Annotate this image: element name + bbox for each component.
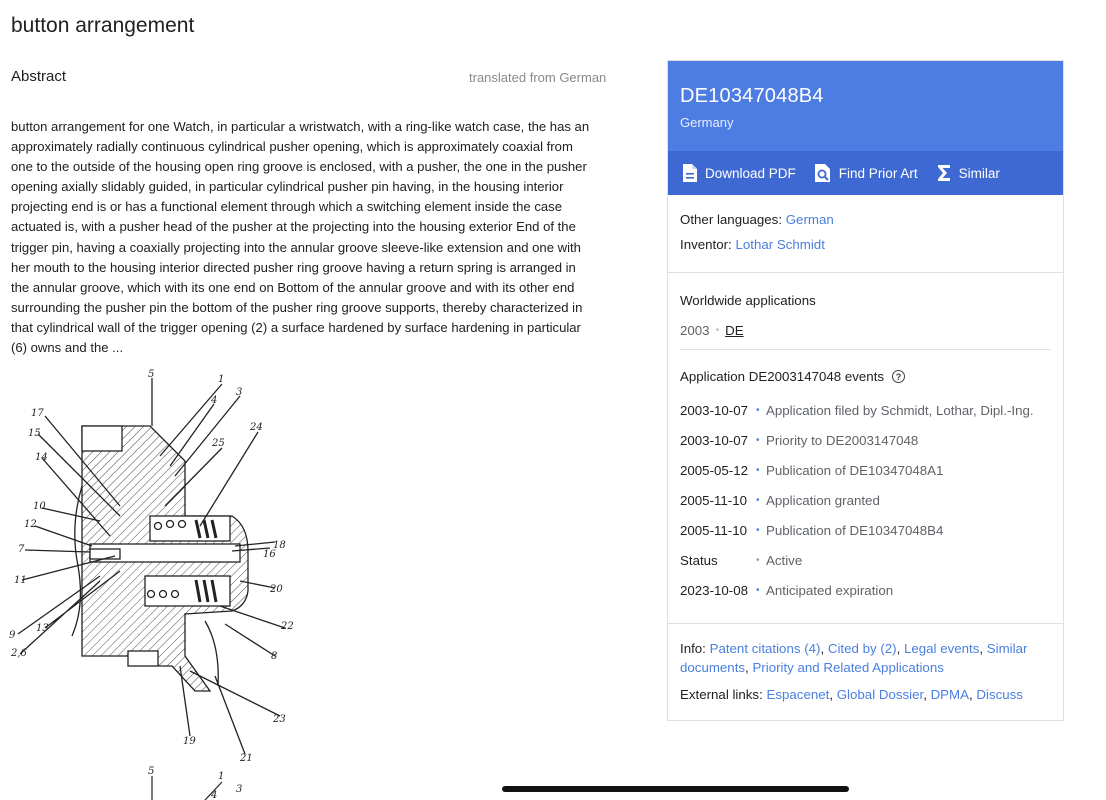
event-description: Application filed by Schmidt, Lothar, Dipl.-Ing. xyxy=(766,402,1034,418)
event-date: 2005-05-12 xyxy=(680,462,749,478)
inventor-label: Inventor: xyxy=(680,237,732,252)
panel-header xyxy=(668,61,1063,151)
events-heading: Application DE2003147048 events xyxy=(680,369,885,384)
abstract-line: actuated is, with a pusher head of the pusher at the projecting into the housing exterior End of the xyxy=(11,219,576,235)
event-row xyxy=(680,576,1051,606)
drawing-label: 3 xyxy=(236,784,243,795)
similar-button[interactable] xyxy=(936,164,1000,182)
event-description: Active xyxy=(766,553,803,569)
abstract-line: the annular groove, which with its one end on Bottom of the annular groove and with its other end xyxy=(11,279,575,295)
drawing-label: 24 xyxy=(250,422,263,433)
abstract-line: projecting end is or has a functional element through which a switching element inside the case xyxy=(11,199,562,215)
drawing-label: 18 xyxy=(273,540,286,551)
event-row xyxy=(680,485,1051,515)
abstract-line: button arrangement for one Watch, in particular a wristwatch, with a ring-like watch case, the has an xyxy=(11,119,590,134)
events-list xyxy=(680,395,1051,606)
event-description: Anticipated expiration xyxy=(766,583,894,599)
abstract-text xyxy=(11,117,601,358)
find-prior-art-label: Find Prior Art xyxy=(838,165,918,181)
inventor-row xyxy=(680,237,1051,252)
abstract-line: surrounding the pusher pin the bottom of the pusher ring groove supports, thereby characterized in xyxy=(11,299,583,315)
sigma-icon xyxy=(936,164,952,182)
worldwide-applications-heading: Worldwide applications xyxy=(680,293,816,308)
drawing-label: 23 xyxy=(273,714,286,725)
event-bullet-icon: • xyxy=(756,494,760,506)
patent-citations-link[interactable]: Patent citations (4) xyxy=(709,641,821,656)
event-description: Application granted xyxy=(766,492,880,508)
publication-number: DE10347048B4 xyxy=(680,85,824,107)
worldwide-applications-row xyxy=(680,323,1051,350)
abstract-line: that cylindrical wall of the trigger opening (2) a surface hardened by surface hardening in particular xyxy=(11,319,581,335)
help-icon[interactable]: ? xyxy=(892,370,905,383)
global-dossier-link[interactable]: Global Dossier xyxy=(836,687,924,702)
action-bar xyxy=(668,151,1063,195)
abstract-line: trigger pin, having a coaxially projecting into the annular groove sleeve-like extension and one with xyxy=(11,239,581,255)
worldwide-country-link[interactable]: DE xyxy=(725,323,744,338)
event-date: 2005-11-10 xyxy=(680,522,748,538)
other-languages-label: Other languages: xyxy=(680,212,783,227)
drawing-label: 17 xyxy=(31,408,44,419)
event-bullet-icon: • xyxy=(756,524,760,536)
event-bullet-icon: • xyxy=(756,434,760,446)
drawing-label: 7 xyxy=(18,544,25,555)
event-description: Publication of DE10347048A1 xyxy=(766,462,944,478)
drawing-label: 3 xyxy=(236,387,243,398)
prior-art-search-icon xyxy=(814,163,832,183)
espacenet-link[interactable]: Espacenet xyxy=(766,687,830,702)
event-row xyxy=(680,515,1051,545)
discuss-link[interactable]: Discuss xyxy=(976,687,1023,702)
cited-by-link[interactable]: Cited by (2) xyxy=(827,641,897,656)
drawing-label: 22 xyxy=(281,621,294,632)
drawing-label: 10 xyxy=(33,501,46,512)
drawing-label: 5 xyxy=(148,369,155,380)
translated-note: translated from German xyxy=(469,70,607,85)
drawing-label: 21 xyxy=(240,753,253,764)
drawing-label: 15 xyxy=(28,428,41,439)
drawing-label: 11 xyxy=(14,575,27,586)
pdf-file-icon xyxy=(682,163,698,183)
event-bullet-icon: • xyxy=(756,404,760,416)
drawing-label: 4 xyxy=(211,395,218,406)
drawing-label: 1 xyxy=(218,374,225,385)
event-date: Status xyxy=(680,553,718,569)
event-description: Publication of DE10347048B4 xyxy=(766,522,944,538)
download-pdf-button[interactable] xyxy=(682,163,796,183)
event-row xyxy=(680,545,1051,575)
other-language-link[interactable]: German xyxy=(785,212,834,227)
drawing-label: 14 xyxy=(35,452,48,463)
external-links-label: External links: xyxy=(680,687,763,702)
drawing-label: 9 xyxy=(9,630,16,641)
event-description: Priority to DE2003147048 xyxy=(766,432,919,448)
patent-info-panel xyxy=(667,60,1064,721)
abstract-line: (6) owns and the ... xyxy=(11,340,124,356)
languages-inventor-section xyxy=(668,195,1063,273)
worldwide-year: 2003 xyxy=(680,323,710,338)
event-date: 2003-10-07 xyxy=(680,432,749,448)
other-languages-row xyxy=(680,212,1051,227)
patent-drawing[interactable] xyxy=(0,366,320,800)
event-row xyxy=(680,395,1051,425)
abstract-line: opening axially slidably guided, in particular cylindrical pusher pin having, in the housing interior xyxy=(11,179,564,195)
home-indicator[interactable] xyxy=(502,786,849,792)
abstract-line: her mouth to the housing interior directed pusher ring groove having a return spring is arranged in xyxy=(11,259,576,275)
find-prior-art-button[interactable] xyxy=(814,163,918,183)
drawing-label: 1 xyxy=(218,771,225,782)
event-bullet-icon: • xyxy=(756,585,760,597)
event-row xyxy=(680,425,1051,455)
drawing-label: 16 xyxy=(263,549,276,560)
inventor-link[interactable]: Lothar Schmidt xyxy=(735,237,825,252)
download-pdf-label: Download PDF xyxy=(705,165,796,181)
legal-events-link[interactable]: Legal events xyxy=(903,641,980,656)
info-label: Info: xyxy=(680,641,706,656)
drawing-label: 25 xyxy=(212,438,225,449)
drawing-label: 13 xyxy=(36,623,49,634)
event-row xyxy=(680,455,1051,485)
events-heading-row xyxy=(680,369,1051,384)
similar-documents-link[interactable]: Similar documents xyxy=(680,641,1028,675)
abstract-line: one to the outside of the housing open ring groove is enclosed, with a pusher, the one in the pusher xyxy=(11,159,587,175)
info-links-section xyxy=(668,623,1063,704)
separator-dot: • xyxy=(715,325,720,336)
info-row: Info: Patent citations (4), Cited by (2), Legal events, Similar documents, Priority and Related Applications xyxy=(680,641,1028,675)
drawing-label: 20 xyxy=(270,584,283,595)
drawing-label: 19 xyxy=(183,736,196,747)
abstract-line: approximately radially continuous cylindrical pusher opening, which is approximately coaxial from xyxy=(11,139,573,155)
priority-related-link[interactable]: Priority and Related Applications xyxy=(752,660,944,675)
drawing-label: 5 xyxy=(148,766,155,777)
event-date: 2003-10-07 xyxy=(680,402,749,418)
dpma-link[interactable]: DPMA xyxy=(930,687,969,702)
external-links-row: External links: Espacenet, Global Dossier, DPMA, Discuss xyxy=(680,687,1023,702)
country: Germany xyxy=(680,115,734,130)
event-bullet-icon: • xyxy=(756,555,760,567)
drawing-label: 12 xyxy=(24,519,37,530)
drawing-label: 4 xyxy=(211,790,218,800)
patent-title: button arrangement xyxy=(11,14,195,37)
drawing-label: 8 xyxy=(271,651,278,662)
event-bullet-icon: • xyxy=(756,464,760,476)
abstract-heading: Abstract xyxy=(11,68,67,85)
similar-label: Similar xyxy=(958,165,1000,181)
event-date: 2023-10-08 xyxy=(680,583,749,599)
applications-section xyxy=(668,273,1063,606)
event-date: 2005-11-10 xyxy=(680,492,748,508)
drawing-label: 2,6 xyxy=(11,648,27,659)
